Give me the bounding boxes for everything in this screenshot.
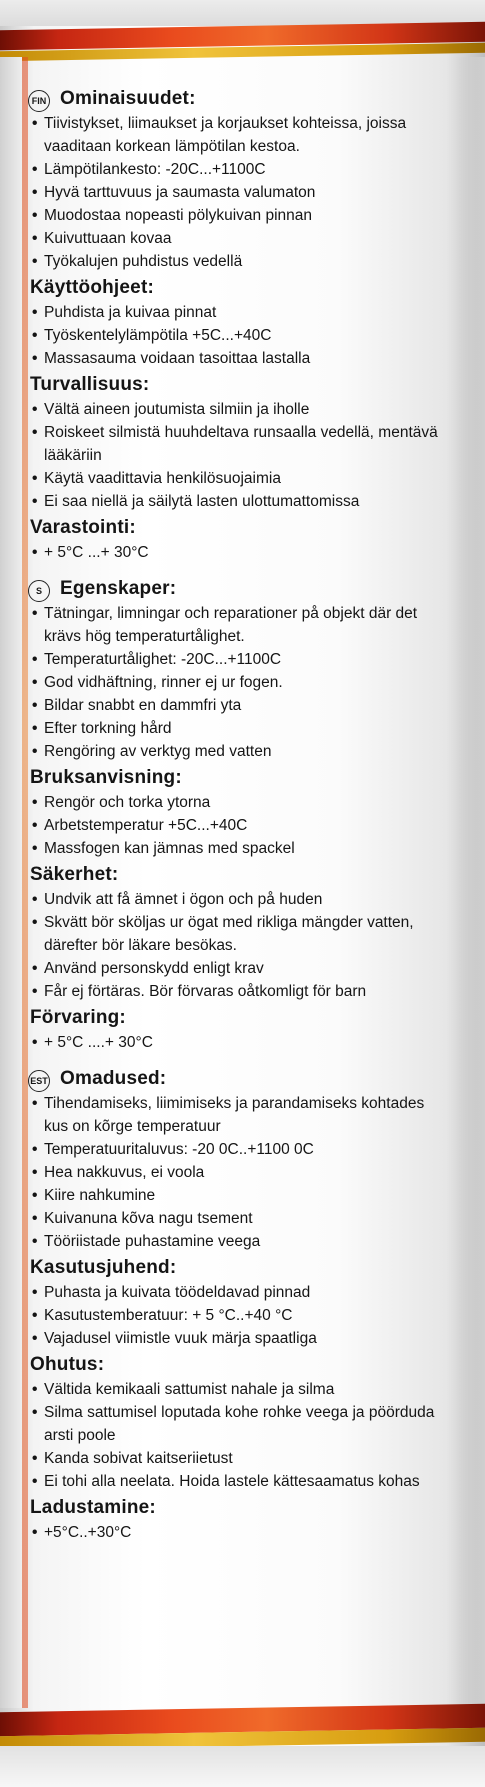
list-item: • Tiivistykset, liimaukset ja korjaukset kohteissa, joissa vaaditaan korkean lämpötilan kestoa. [30, 112, 444, 158]
list-item: • Ei tohi alla neelata. Hoida lastele kättesaamatus kohas [30, 1470, 444, 1493]
instruction-list [30, 791, 470, 860]
language-badge-est: EST [28, 1070, 50, 1092]
subsection-title: Käyttöohjeet: [30, 277, 154, 298]
safety-list [30, 1378, 470, 1493]
subsection-title: Ohutus: [30, 1354, 105, 1375]
list-item: • Silma sattumisel loputada kohe rohke veega ja pöörduda arsti poole [30, 1401, 444, 1447]
language-badge-fin: FIN [28, 90, 50, 112]
list-item: • Puhdista ja kuivaa pinnat [30, 301, 470, 324]
list-item: • +5°C..+30°C [30, 1521, 470, 1544]
subsection-title: Förvaring: [30, 1007, 126, 1028]
list-item: • Temperaturtålighet: -20C...+1100C [30, 648, 470, 671]
list-item: • Vältä aineen joutumista silmiin ja iholle [30, 398, 470, 421]
safety-list [30, 398, 470, 513]
list-item: • Työskentelylämpötila +5C...+40C [30, 324, 470, 347]
storage-list [30, 541, 470, 564]
subsection-title: Bruksanvisning: [30, 767, 182, 788]
instruction-list [30, 1281, 470, 1350]
tube-left-edge [0, 57, 22, 1708]
list-item: • Kanda sobivat kaitseriietust [30, 1447, 470, 1470]
section-title: Ominaisuudet: [60, 88, 196, 109]
list-item: • Roiskeet silmistä huuhdeltava runsaalla vedellä, mentävä lääkäriin [30, 421, 444, 467]
subsection-title: Turvallisuus: [30, 374, 150, 395]
list-item: • + 5°C ...+ 30°C [30, 541, 470, 564]
section-fin [30, 88, 470, 564]
list-item: • Kiire nahkumine [30, 1184, 470, 1207]
list-item: • + 5°C ....+ 30°C [30, 1031, 470, 1054]
subsection-title: Säkerhet: [30, 864, 119, 885]
list-item: • Vältida kemikaali sattumist nahale ja silma [30, 1378, 470, 1401]
feature-list [30, 602, 470, 763]
list-item: • Använd personskydd enligt krav [30, 957, 470, 980]
list-item: • Temperatuuritaluvus: -20 0C..+1100 0C [30, 1138, 470, 1161]
section-swe [30, 578, 470, 1054]
list-item: • Bildar snabbt en dammfri yta [30, 694, 470, 717]
section-est [30, 1068, 470, 1544]
list-item: • Massfogen kan jämnas med spackel [30, 837, 470, 860]
list-item: • Tööriistade puhastamine veega [30, 1230, 470, 1253]
subsection-title: Varastointi: [30, 517, 136, 538]
feature-list [30, 1092, 470, 1253]
list-item: • Kuivuttuaan kovaa [30, 227, 470, 250]
list-item: • Massasauma voidaan tasoittaa lastalla [30, 347, 470, 370]
section-title: Egenskaper: [60, 578, 177, 599]
subsection-title: Kasutusjuhend: [30, 1257, 177, 1278]
list-item: • Hyvä tarttuvuus ja saumasta valumaton [30, 181, 470, 204]
storage-list [30, 1031, 470, 1054]
list-item: • Tihendamiseks, liimimiseks ja parandamiseks kohtades kus on kõrge temperatuur [30, 1092, 444, 1138]
list-item: • Arbetstemperatur +5C...+40C [30, 814, 470, 837]
tube-bottom-edge [0, 1746, 485, 1787]
list-item: • Tätningar, limningar och reparationer på objekt där det krävs hög temperaturtålighet. [30, 602, 444, 648]
list-item: • Käytä vaadittavia henkilösuojaimia [30, 467, 470, 490]
product-label [30, 88, 470, 1558]
list-item: • Får ej förtäras. Bör förvaras oåtkomligt för barn [30, 980, 444, 1003]
list-item: • Muodostaa nopeasti pölykuivan pinnan [30, 204, 470, 227]
instruction-list [30, 301, 470, 370]
list-item: • Rengöring av verktyg med vatten [30, 740, 470, 763]
list-item: • Skvätt bör sköljas ur ögat med rikliga mängder vatten, därefter bör läkare besökas. [30, 911, 444, 957]
list-item: • Efter torkning hård [30, 717, 470, 740]
list-item: • Ei saa niellä ja säilytä lasten ulottumattomissa [30, 490, 444, 513]
list-item: • Puhasta ja kuivata töödeldavad pinnad [30, 1281, 470, 1304]
feature-list [30, 112, 470, 273]
safety-list [30, 888, 470, 1003]
list-item: • Hea nakkuvus, ei voola [30, 1161, 470, 1184]
list-item: • Rengör och torka ytorna [30, 791, 470, 814]
language-badge-swe: S [28, 580, 50, 602]
list-item: • Työkalujen puhdistus vedellä [30, 250, 470, 273]
list-item: • God vidhäftning, rinner ej ur fogen. [30, 671, 470, 694]
subsection-title: Ladustamine: [30, 1497, 156, 1518]
list-item: • Undvik att få ämnet i ögon och på huden [30, 888, 470, 911]
list-item: • Kasutustemberatuur: + 5 °C..+40 °C [30, 1304, 470, 1327]
storage-list [30, 1521, 470, 1544]
section-title: Omadused: [60, 1068, 167, 1089]
list-item: • Kuivanuna kõva nagu tsement [30, 1207, 470, 1230]
list-item: • Lämpötilankesto: -20C...+1100C [30, 158, 470, 181]
list-item: • Vajadusel viimistle vuuk märja spaatliga [30, 1327, 470, 1350]
